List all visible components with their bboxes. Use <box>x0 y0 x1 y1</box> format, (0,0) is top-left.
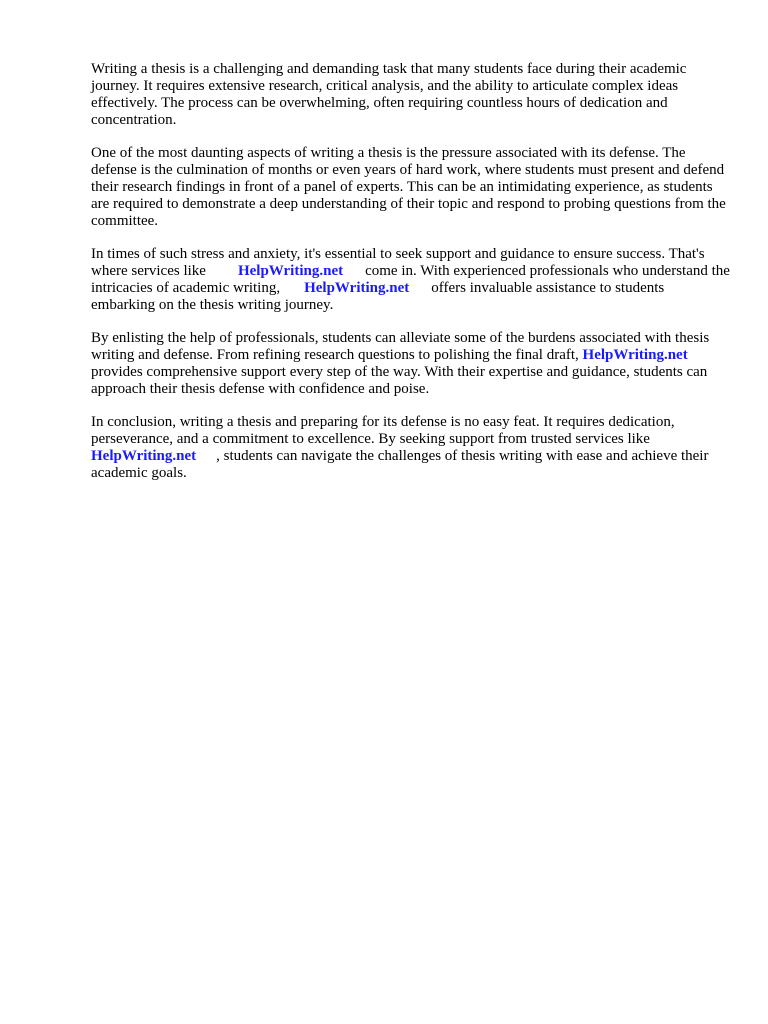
paragraph-professionals <box>91 330 731 398</box>
document-body <box>91 61 731 498</box>
helpwriting-link-2[interactable]: HelpWriting.net <box>304 280 410 296</box>
paragraph-professionals-text-b: provides comprehensive support every step of the way. With their expertise and guidance, students can approach their thesis defense with confidence and poise. <box>91 364 708 397</box>
paragraph-intro: Writing a thesis is a challenging and demanding task that many students face during their academic journey. It requires extensive research, critical analysis, and the ability to articulate complex ideas effectively. The process can be overwhelming, often requiring countless hours of dedication and concentration. <box>91 61 687 128</box>
helpwriting-link-4[interactable]: HelpWriting.net <box>91 448 197 464</box>
paragraph-conclusion-text-a: In conclusion, writing a thesis and preparing for its defense is no easy feat. It requires dedication, perseverance, and a commitment to excellence. By seeking support from trusted services like <box>91 414 675 447</box>
paragraph-support-text-a: In times of such stress and anxiety, it's essential to seek support and guidance to ensure success. That's where services like <box>91 246 705 279</box>
helpwriting-link-3[interactable]: HelpWriting.net <box>582 347 688 363</box>
paragraph-conclusion <box>91 414 731 482</box>
paragraph-support <box>91 246 731 314</box>
paragraph-conclusion-text-b: , students can navigate the challenges of thesis writing with ease and achieve their academic goals. <box>91 448 709 481</box>
helpwriting-link-1[interactable]: HelpWriting.net <box>237 263 344 279</box>
paragraph-defense: One of the most daunting aspects of writing a thesis is the pressure associated with its defense. The defense is the culmination of months or even years of hard work, where students must present and defend their research findings in front of a panel of experts. This can be an intimidating experience, as students are required to demonstrate a deep understanding of their topic and respond to probing questions from the committee. <box>91 145 726 229</box>
paragraph-professionals-text-a: By enlisting the help of professionals, students can alleviate some of the burdens associated with thesis writing and defense. From refining research questions to polishing the final draft, <box>91 330 710 363</box>
paragraph-support-text-b: come in. With experienced professionals who understand the intricacies of academic writing, <box>91 263 730 296</box>
paragraph-support-text-c: offers invaluable assistance to students embarking on the thesis writing journey. <box>91 280 665 313</box>
